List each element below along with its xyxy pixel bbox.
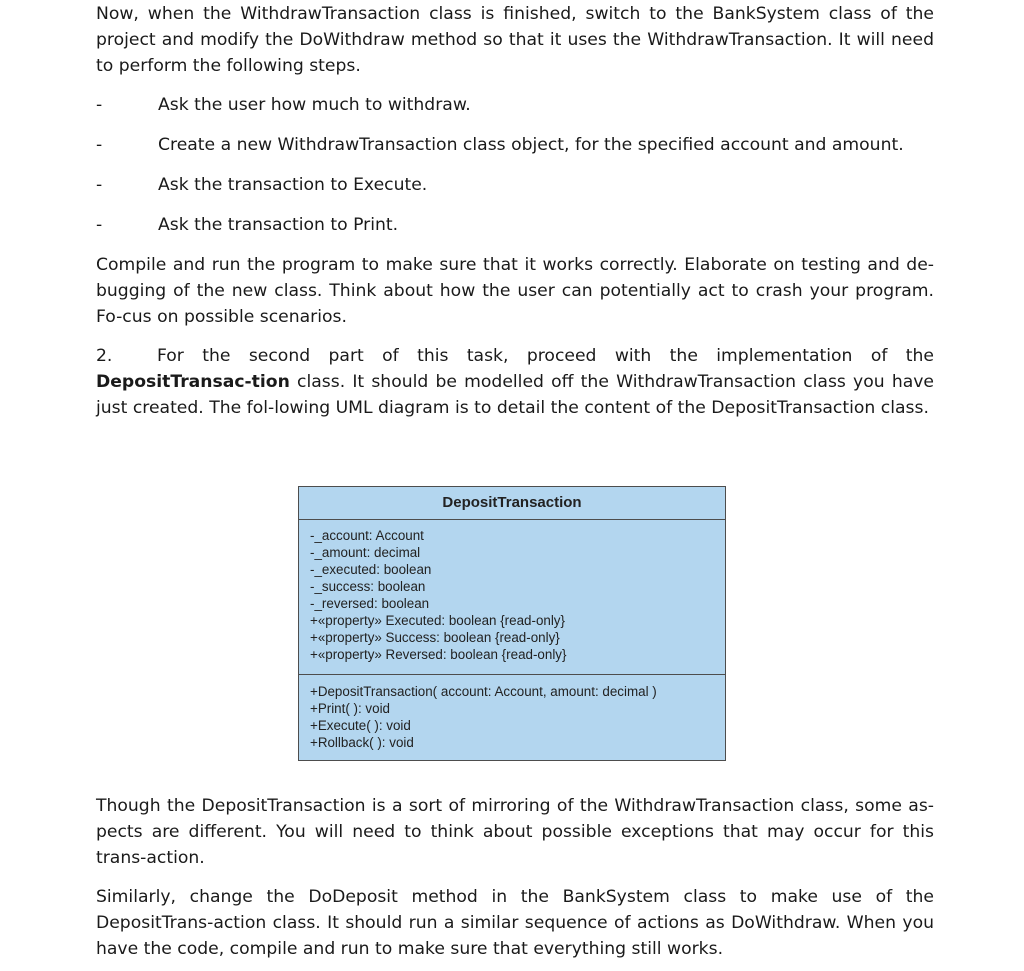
step-text: Ask the transaction to Execute. (158, 175, 428, 195)
uml-operation: +DepositTransaction( account: Account, amount: decimal ) (310, 684, 657, 699)
intro-paragraph: Now, when the WithdrawTransaction class is finished, switch to the BankSystem class of the project and modify the DoWithdraw method so that it uses the WithdrawTransaction. It will need to perform the following steps. (96, 4, 934, 76)
part2-lead: For the second part of this task, proceed with the implementation of the (157, 346, 934, 366)
step-text: Ask the user how much to withdraw. (158, 95, 471, 115)
uml-attribute: -_executed: boolean (310, 562, 432, 577)
step-dash: - (96, 175, 103, 195)
part2-paragraph (96, 343, 934, 421)
uml-attribute: -_amount: decimal (310, 545, 421, 560)
uml-operation: +Rollback( ): void (310, 735, 414, 750)
uml-attribute: +«property» Success: boolean {read-only} (310, 630, 560, 645)
uml-class-name: DepositTransaction (299, 487, 725, 520)
compile-paragraph: Compile and run the program to make sure that it works correctly. Elaborate on testing and de-bugging of the new class. Think about how the user can potentially act to crash your program. Fo-cus on possible scenarios. (96, 255, 934, 327)
uml-attribute: +«property» Executed: boolean {read-only} (310, 613, 565, 628)
uml-operation: +Execute( ): void (310, 718, 411, 733)
part2-class-name: DepositTransac-tion (96, 372, 290, 392)
step-text: Create a new WithdrawTransaction class object, for the specified account and amount. (158, 135, 904, 155)
uml-attribute: -_success: boolean (310, 579, 426, 594)
step-text: Ask the transaction to Print. (158, 215, 399, 235)
uml-class-diagram (298, 486, 726, 761)
uml-operations-section (299, 675, 725, 751)
step-dash: - (96, 215, 103, 235)
mirroring-paragraph: Though the DepositTransaction is a sort of mirroring of the WithdrawTransaction class, some as-pects are different. You will need to think about possible exceptions that may occur for this trans-action. (96, 796, 934, 868)
similarly-paragraph: Similarly, change the DoDeposit method in the BankSystem class to make use of the DepositTrans-action class. It should run a similar sequence of actions as DoWithdraw. When you have the code, compile and run to make sure that everything still works. (96, 887, 934, 959)
uml-attribute: -_account: Account (310, 528, 424, 543)
uml-attribute: -_reversed: boolean (310, 596, 430, 611)
part2-number: 2. (96, 346, 113, 366)
uml-attributes-section (299, 520, 725, 675)
part2-rest: class. It should be modelled off the WithdrawTransaction class you have just created. The fol-lowing UML diagram is to detail the content of the DepositTransaction class. (96, 372, 934, 418)
step-dash: - (96, 95, 103, 115)
step-dash: - (96, 135, 103, 155)
uml-operation: +Print( ): void (310, 701, 390, 716)
uml-attribute: +«property» Reversed: boolean {read-only} (310, 647, 567, 662)
